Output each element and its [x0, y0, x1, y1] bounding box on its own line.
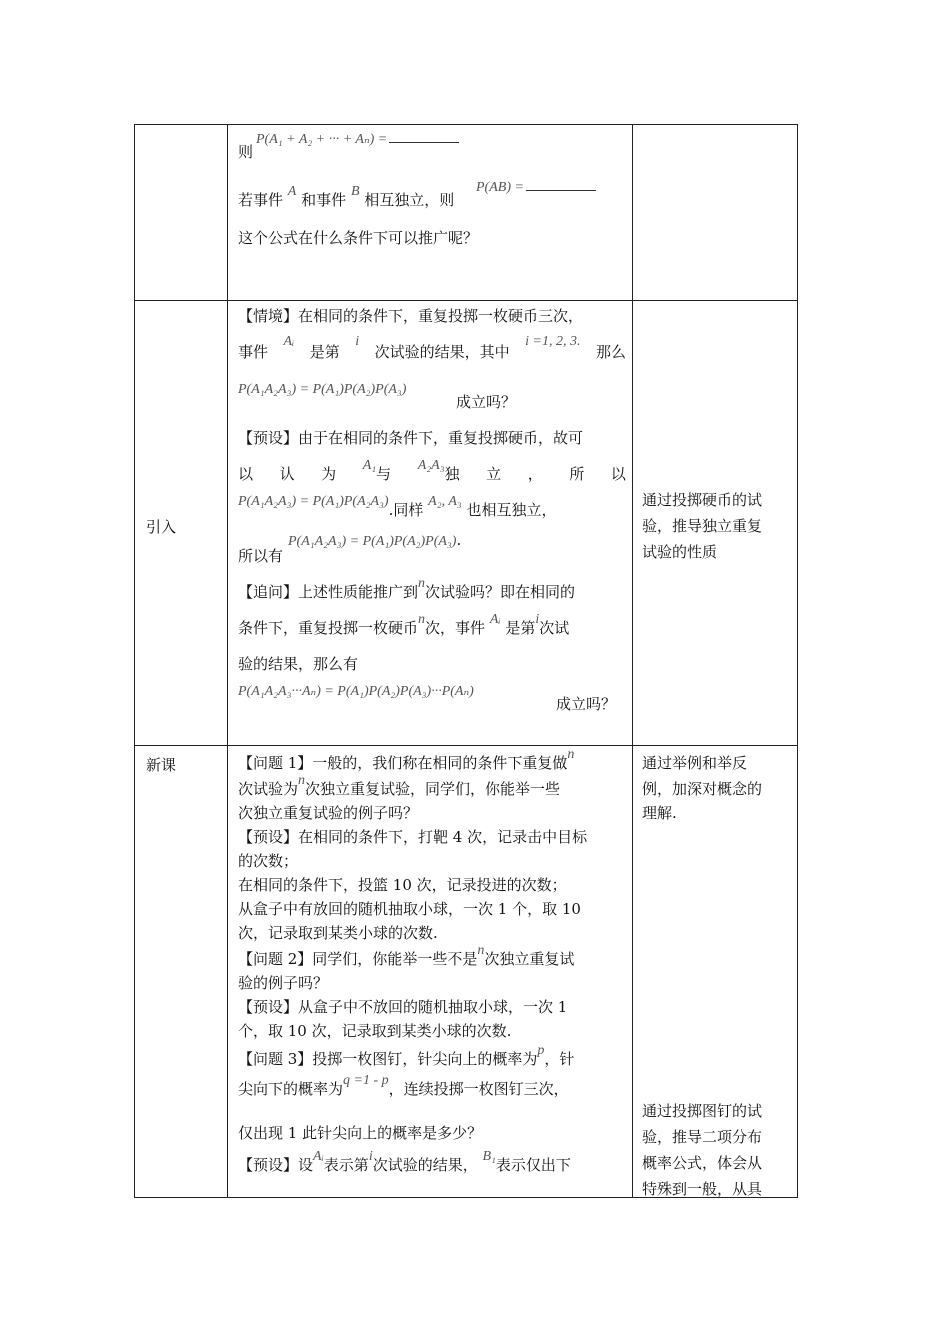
math: q =1 - p: [343, 1073, 389, 1088]
text: .: [456, 531, 462, 549]
math: n: [298, 773, 306, 788]
line: [238, 747, 626, 777]
text: 次独立重复试: [484, 950, 575, 968]
text: 验的结果，那么有: [238, 655, 359, 673]
math: n: [477, 943, 485, 958]
math: n: [418, 612, 426, 627]
text: 事件: [238, 343, 269, 361]
text: 【问题 1】一般的，我们称在相同的条件下重复做: [238, 754, 568, 772]
table-border-left: [134, 124, 135, 1198]
event-b: B: [350, 184, 360, 199]
text: 次，事件: [425, 619, 486, 637]
line: 【预设】在相同的条件下，打靶 4 次，记录击中目标: [238, 828, 588, 846]
math: A₂, A₃: [428, 494, 462, 509]
note-line: 验，推导独立重复: [642, 517, 763, 535]
math: A₁: [362, 458, 377, 473]
text: 次试验的结果，: [372, 1156, 478, 1174]
row2-note: [642, 300, 792, 745]
text: 【追问】上述性质能推广到: [238, 583, 419, 601]
note-line: 例，加深对概念的: [642, 780, 763, 798]
column-divider-1: [227, 124, 228, 1198]
text: 【预设】设: [238, 1156, 314, 1174]
row3-note: [642, 745, 792, 1197]
formula-sum: P(A₁ + A₂ + ··· + Aₙ) =: [256, 132, 388, 147]
math: i: [355, 334, 360, 349]
ze-text: 则: [238, 143, 254, 161]
text: 成立吗？: [556, 695, 617, 713]
note-line: 试验的性质: [642, 543, 718, 561]
line: [238, 576, 626, 606]
text: 次独立重复试验，同学们，你能举一些: [305, 780, 561, 798]
line: [238, 304, 626, 328]
line: 从盒子中有放回的随机抽取小球，一次 1 个，取 10: [238, 900, 581, 918]
text: 与: [376, 465, 392, 483]
text: 以: [610, 465, 626, 483]
text: 为: [321, 465, 337, 483]
formula-ab: P(AB) =: [476, 180, 524, 195]
math: Aᵢ: [313, 1149, 324, 1164]
event-text: 和事件: [301, 191, 347, 209]
table-border-right: [797, 124, 798, 1198]
text: 表示仅出下: [495, 1156, 571, 1174]
math: n: [418, 576, 426, 591]
math: i =1, 2, 3.: [525, 334, 581, 349]
text: 尖向下的概率为: [238, 1080, 344, 1098]
text: 成立吗？: [456, 393, 517, 411]
math: A₂A₃: [417, 458, 445, 473]
row3-content: [238, 745, 626, 1197]
line: 在相同的条件下，投篮 10 次，记录投进的次数；: [238, 876, 567, 894]
text: .同样: [388, 501, 424, 519]
note-line: 通过举例和举反: [642, 754, 748, 772]
math: p: [537, 1043, 545, 1058]
note-line: 理解.: [642, 804, 677, 822]
text: 【问题 3】投掷一枚图钉，针尖向上的概率为: [238, 1050, 538, 1068]
line: 验的例子吗？: [238, 974, 329, 992]
note-line: 特殊到一般，从具: [642, 1180, 763, 1198]
text: 是第: [505, 619, 536, 637]
line: [238, 1043, 626, 1073]
row2-content: [238, 300, 626, 745]
math: Aᵢ: [489, 612, 501, 627]
note-line: 验，推导二项分布: [642, 1128, 763, 1146]
line: [238, 334, 626, 364]
text: 次试: [539, 619, 570, 637]
line: [556, 692, 626, 716]
text: 独: [444, 465, 460, 483]
text: 那么: [595, 343, 626, 361]
text: 次试验吗？即在相同的: [425, 583, 576, 601]
text: 【预设】由于在相同的条件下，重复投掷硬币，故可: [238, 429, 584, 447]
math: P(A₁A₂A₃) = P(A₁)P(A₂)P(A₃): [288, 534, 457, 549]
text: 是第: [309, 343, 340, 361]
line: [238, 943, 626, 973]
line: [238, 544, 626, 568]
line: 次，记录取到某类小球的次数.: [238, 924, 438, 942]
text: 【问题 2】同学们，你能举一些不是: [238, 950, 478, 968]
line: 的次数；: [238, 852, 299, 870]
math: i: [368, 1149, 373, 1164]
text: 认: [279, 465, 295, 483]
text: 次试验为: [238, 780, 299, 798]
text: 所: [569, 465, 585, 483]
text: ，针: [544, 1050, 575, 1068]
text: 次试验的结果，其中: [374, 343, 510, 361]
line: [238, 612, 626, 642]
text: ，: [527, 465, 543, 483]
line: 次独立重复试验的例子吗？: [238, 804, 419, 822]
text: ，连续投掷一枚图钉三次，: [388, 1080, 569, 1098]
line: [238, 458, 626, 488]
text: 条件下，重复投掷一枚硬币: [238, 619, 419, 637]
math: P(A₁A₂A₃) = P(A₁)P(A₂A₃): [238, 494, 389, 509]
line: [238, 652, 626, 676]
text: 表示第: [323, 1156, 369, 1174]
text: 【情境】在相同的条件下，重复投掷一枚硬币三次，: [238, 307, 584, 325]
line: 【预设】从盒子中不放回的随机抽取小球，一次 1: [238, 998, 568, 1016]
math: B₁: [482, 1149, 496, 1164]
row-label-yinru: 引入: [146, 518, 177, 536]
line: [238, 1073, 626, 1103]
column-divider-2: [632, 124, 633, 1198]
math: P(A₁A₂A₃···Aₙ) = P(A₁)P(A₂)P(A₃)···P(Aₙ): [238, 684, 474, 699]
text: 立: [486, 465, 502, 483]
text: 以: [238, 465, 254, 483]
line: [238, 494, 626, 524]
line: [238, 773, 626, 803]
note-line: 概率公式，体会从: [642, 1154, 763, 1172]
event-text: 若事件: [238, 191, 284, 209]
line: [238, 1149, 626, 1179]
math: P(A₁A₂A₃) = P(A₁)P(A₂)P(A₃): [238, 382, 407, 397]
line: 仅出现 1 此针尖向上的概率是多少？: [238, 1124, 483, 1142]
question-text: 这个公式在什么条件下可以推广呢？: [238, 229, 479, 247]
line: [238, 426, 626, 450]
math: Aᵢ: [283, 334, 295, 349]
math: i: [535, 612, 540, 627]
note-line: 通过投掷图钉的试: [642, 1102, 763, 1120]
text: 所以有: [238, 547, 284, 565]
event-text: 相互独立，则: [364, 191, 455, 209]
line: [456, 390, 626, 414]
note-line: 通过投掷硬币的试: [642, 491, 763, 509]
row1-content: [238, 124, 626, 300]
row-label-xinke: 新课: [146, 756, 177, 774]
lesson-table: [134, 124, 798, 1198]
event-a: A: [287, 184, 297, 199]
text: 也相互独立，: [466, 501, 557, 519]
math: n: [567, 747, 575, 762]
line: 个，取 10 次，记录取到某类小球的次数.: [238, 1022, 512, 1040]
